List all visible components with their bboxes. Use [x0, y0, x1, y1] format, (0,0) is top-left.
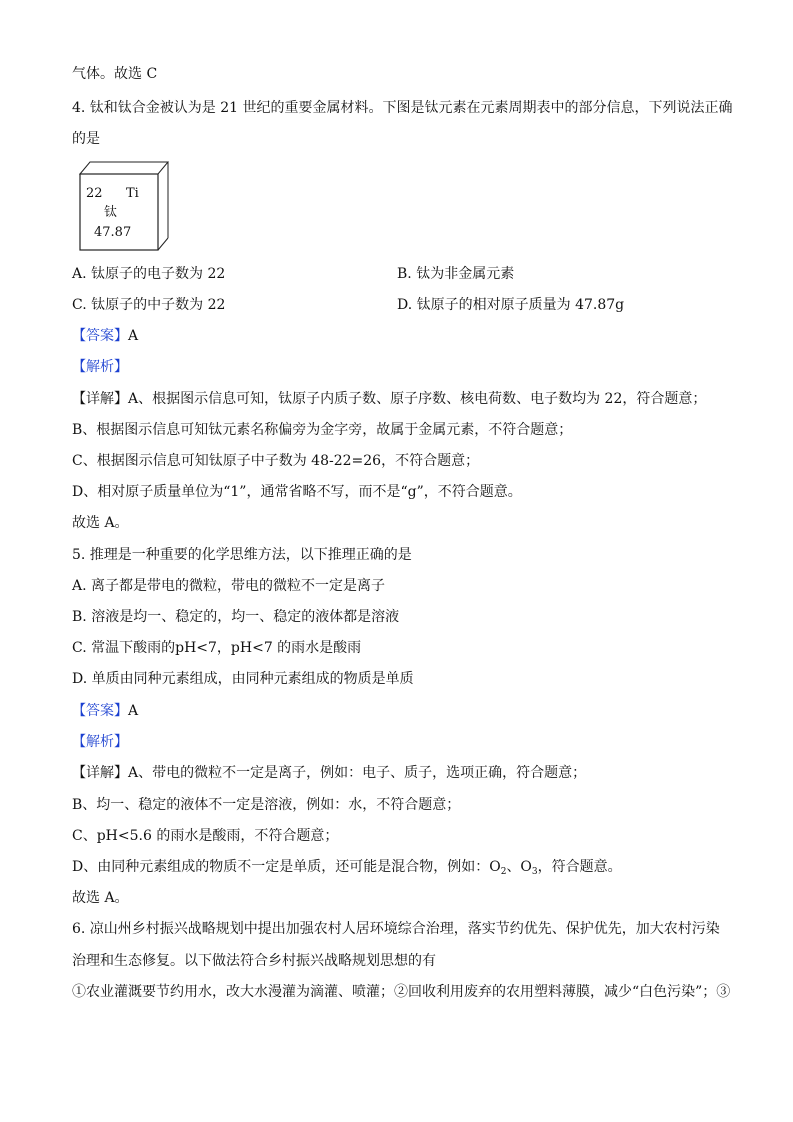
q4-option-a: A. 钛原子的电子数为 22: [72, 266, 226, 282]
q5-detail-a: 【详解】A、带电的微粒不一定是离子，例如：电子、质子，选项正确，符合题意；: [72, 765, 587, 781]
periodic-table-cell-titanium: [72, 156, 172, 252]
atomic-number: 22: [86, 186, 103, 201]
answer-value: A: [128, 328, 139, 344]
answer-value: A: [128, 703, 139, 719]
q5-option-d: D. 单质由同种元素组成，由同种元素组成的物质是单质: [72, 671, 414, 687]
answer-tag: 【答案】: [72, 328, 128, 344]
subscript-2: 2: [500, 867, 507, 877]
q4-option-d: D. 钛原子的相对原子质量为 47.87g: [397, 297, 625, 313]
q4-option-c: C. 钛原子的中子数为 22: [72, 297, 226, 313]
subscript-3: 3: [531, 867, 538, 877]
q5-option-c: C. 常温下酸雨的pH<7，pH<7 的雨水是酸雨: [72, 640, 362, 656]
detail-tag: 【详解】: [72, 391, 128, 407]
q4-option-b: B. 钛为非金属元素: [397, 266, 515, 282]
q5-option-b: B. 溶液是均一、稳定的，均一、稳定的液体都是溶液: [72, 609, 400, 625]
q5-option-a: A. 离子都是带电的微粒，带电的微粒不一定是离子: [72, 578, 386, 594]
detail-tag: 【详解】: [72, 765, 128, 781]
q4-stem-line-2: 的是: [72, 131, 100, 147]
q6-items-line: ①农业灌溉要节约用水，改大水漫灌为滴灌、喷灌；②回收利用废弃的农用塑料薄膜，减少“白色污染”；③: [72, 984, 731, 1000]
q5-answer: [72, 701, 138, 721]
element-name: 钛: [104, 205, 118, 220]
q5-analysis-tag: 【解析】: [72, 734, 128, 750]
q5-detail-d: D、由同种元素组成的物质不一定是单质，还可能是混合物，例如：$O_2$、$O_3$，符合题意。: [72, 859, 622, 877]
q4-stem-line-1: 4. 钛和钛合金被认为是 21 世纪的重要金属材料。下图是钛元素在元素周期表中的部分信息，下列说法正确: [72, 100, 733, 116]
q4-analysis-tag: 【解析】: [72, 359, 128, 375]
q5-detail-b: B、均一、稳定的液体不一定是溶液，例如：水，不符合题意；: [72, 797, 461, 813]
element-symbol: Ti: [126, 186, 139, 201]
q4-choose: 故选 A。: [72, 515, 129, 531]
q4-detail-b: B、根据图示信息可知钛元素名称偏旁为金字旁，故属于金属元素，不符合题意；: [72, 422, 573, 438]
q6-stem-line-1: 6. 凉山州乡村振兴战略规划中提出加强农村人居环境综合治理，落实节约优先、保护优先，加大农村污染: [72, 921, 720, 937]
q4-detail-d: D、相对原子质量单位为“1”，通常省略不写，而不是“g”，不符合题意。: [72, 484, 522, 500]
atomic-mass: 47.87: [94, 225, 132, 240]
answer-tag: 【答案】: [72, 703, 128, 719]
q4-detail-a: 【详解】A、根据图示信息可知，钛原子内质子数、原子序数、核电荷数、电子数均为 22，符合题意；: [72, 391, 707, 407]
q4-answer: [72, 326, 138, 346]
q4-detail-c: C、根据图示信息可知钛原子中子数为 48-22=26，不符合题意；: [72, 453, 480, 469]
q5-stem: 5. 推理是一种重要的化学思维方法，以下推理正确的是: [72, 547, 412, 563]
prev-answer-ending: 气体。故选 C: [72, 66, 158, 82]
q5-detail-c: C、pH<5.6 的雨水是酸雨，不符合题意；: [72, 828, 339, 844]
q6-stem-line-2: 治理和生态修复。以下做法符合乡村振兴战略规划思想的有: [72, 953, 436, 969]
q5-choose: 故选 A。: [72, 890, 129, 906]
